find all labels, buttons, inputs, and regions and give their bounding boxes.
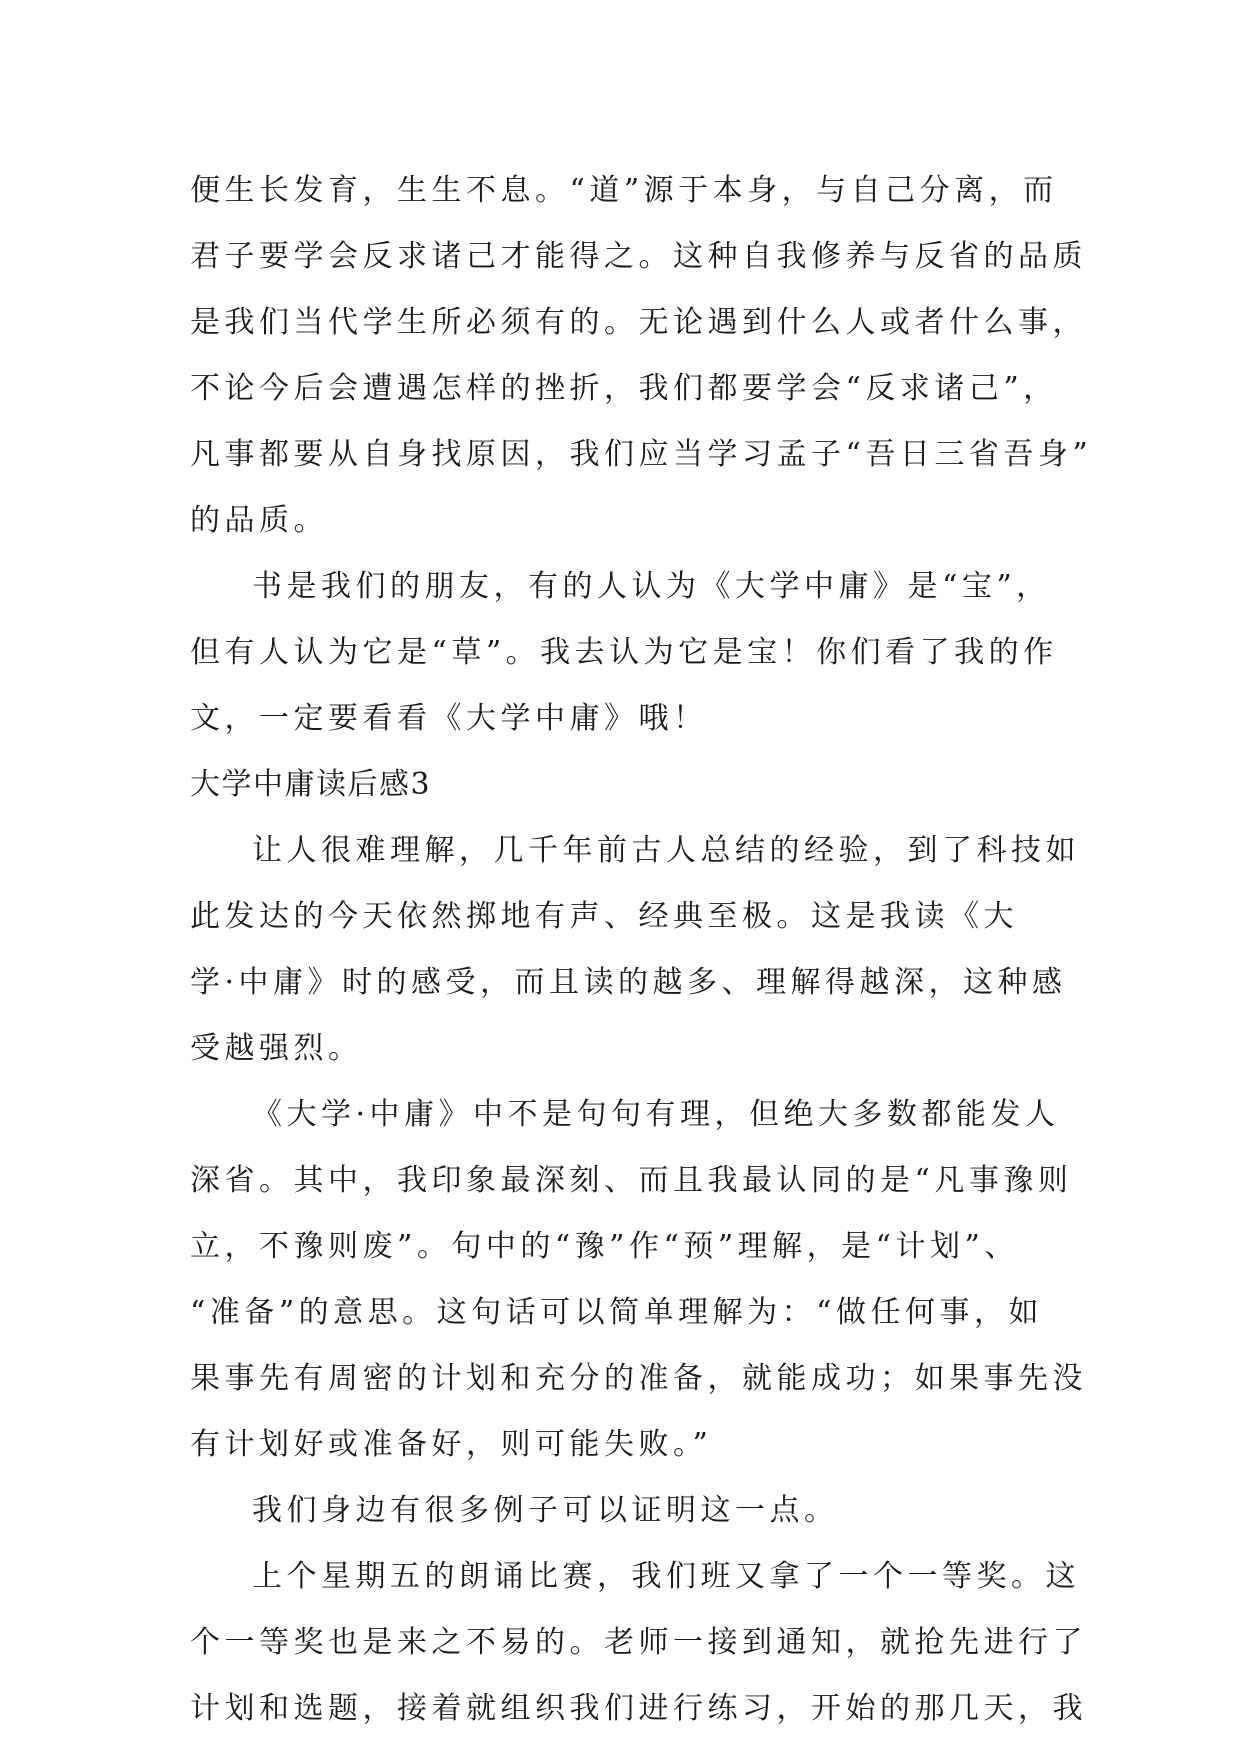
text-line: 文，一定要看看《大学中庸》哦！ [190,701,708,736]
paragraph-start-line: 让人很难理解，几千年前古人总结的经验，到了科技如 [252,833,1080,868]
text-line: 立，不豫则废”。句中的“豫”作“预”理解，是“计划”、 [190,1229,1019,1264]
text-line: 深省。其中，我印象最深刻、而且我最认同的是“凡事豫则 [190,1163,1073,1198]
text-line: 受越强烈。 [190,1031,363,1066]
text-line: 此发达的今天依然掷地有声、经典至极。这是我读《大 [190,899,1018,934]
text-line: 便生长发育，生生不息。“道”源于本身，与自己分离，而 [190,173,1058,208]
text-line: 不论今后会遭遇怎样的挫折，我们都要学会“反求诸己”， [190,371,1058,406]
text-line: 个一等奖也是来之不易的。老师一接到通知，就抢先进行了 [190,1625,1087,1660]
text-line: 有计划好或准备好，则可能失败。” [190,1427,713,1462]
text-line: 果事先有周密的计划和充分的准备，就能成功；如果事先没 [190,1361,1087,1396]
text-line: 君子要学会反求诸己才能得之。这种自我修养与反省的品质 [190,239,1087,274]
document-body [190,158,1093,1742]
section-heading: 大学中庸读后感3 [190,767,432,802]
paragraph-start-line: 上个星期五的朗诵比赛，我们班又拿了一个一等奖。这 [252,1559,1080,1594]
paragraph-start-line: 书是我们的朋友，有的人认为《大学中庸》是“宝”， [252,569,1051,604]
paragraph-start-line: 我们身边有很多例子可以证明这一点。 [252,1493,839,1528]
text-line: 是我们当代学生所必须有的。无论遇到什么人或者什么事， [190,305,1087,340]
text-line: 学·中庸》时的感受，而且读的越多、理解得越深，这种感 [190,965,1067,1000]
text-line: 的品质。 [190,503,328,538]
paragraph-start-line: 《大学·中庸》中不是句句有理，但绝大多数都能发人 [252,1097,1060,1132]
text-line: 凡事都要从自身找原因，我们应当学习孟子“吾日三省吾身” [190,437,1093,472]
text-line: 但有人认为它是“草”。我去认为它是宝！你们看了我的作 [190,635,1058,670]
text-line: “准备”的意思。这句话可以简单理解为：“做任何事，如 [190,1295,1044,1330]
text-line: 计划和选题，接着就组织我们进行练习，开始的那几天，我 [190,1691,1087,1726]
